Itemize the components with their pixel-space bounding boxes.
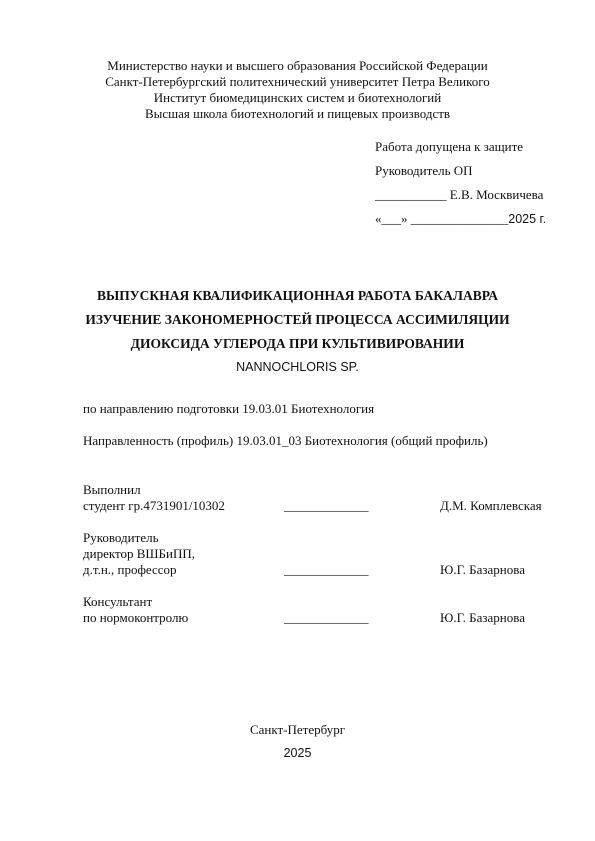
signature-block-supervisor — [83, 530, 195, 578]
approval-date — [375, 211, 546, 227]
signature-block-consultant — [83, 594, 188, 626]
student-name: Д.М. Комплевская — [440, 498, 542, 513]
thesis-title-line1: ИЗУЧЕНИЕ ЗАКОНОМЕРНОСТЕЙ ПРОЦЕССА АССИМИЛЯЦИИ — [85, 312, 510, 327]
footer-year: 2025 — [283, 746, 312, 760]
consultant-sign-blank: _____________ — [284, 610, 369, 625]
approval-admitted: Работа допущена к защите — [375, 139, 524, 154]
thesis-type: ВЫПУСКНАЯ КВАЛИФИКАЦИОННАЯ РАБОТА БАКАЛАВРА — [96, 288, 499, 303]
supervisor-degree: д.т.н., профессор — [83, 562, 177, 577]
consultant-scope: по нормоконтролю — [83, 610, 189, 625]
direction-line: по направлению подготовки 19.03.01 Биотехнология — [83, 401, 375, 416]
student-sign-blank: _____________ — [284, 498, 369, 513]
approval-date-blank: «___» _______________ — [375, 211, 509, 226]
student-group: студент гр.4731901/10302 — [83, 498, 225, 513]
student-role: Выполнил — [83, 482, 141, 497]
thesis-title-organism: NANNOCHLORIS SP. — [236, 360, 359, 374]
footer-city: Санкт-Петербург — [249, 722, 346, 737]
signature-block-student — [83, 482, 225, 514]
thesis-title-line2: ДИОКСИДА УГЛЕРОДА ПРИ КУЛЬТИВИРОВАНИИ — [130, 336, 465, 351]
ministry-line: Министерство науки и высшего образования Российской Федерации — [107, 58, 488, 73]
approval-head: Руководитель ОП — [375, 163, 473, 178]
supervisor-position: директор ВШБиПП, — [83, 546, 195, 561]
school-line: Высшая школа биотехнологий и пищевых производств — [144, 106, 451, 121]
supervisor-name: Ю.Г. Базарнова — [440, 562, 525, 577]
approval-sign-blank: ___________ — [375, 187, 447, 202]
supervisor-role: Руководитель — [83, 530, 159, 545]
university-line: Санкт-Петербургский политехнический университет Петра Великого — [105, 74, 490, 89]
profile-line: Направленность (профиль) 19.03.01_03 Биотехнология (общий профиль) — [83, 433, 488, 448]
consultant-role: Консультант — [83, 594, 153, 609]
institute-line: Институт биомедицинских систем и биотехнологий — [153, 90, 442, 105]
approval-sign-name: Е.В. Москвичева — [449, 187, 544, 202]
approval-signature — [375, 187, 543, 203]
approval-date-year: 2025 г. — [508, 212, 547, 226]
supervisor-sign-blank: _____________ — [284, 562, 369, 577]
consultant-name: Ю.Г. Базарнова — [440, 610, 525, 625]
